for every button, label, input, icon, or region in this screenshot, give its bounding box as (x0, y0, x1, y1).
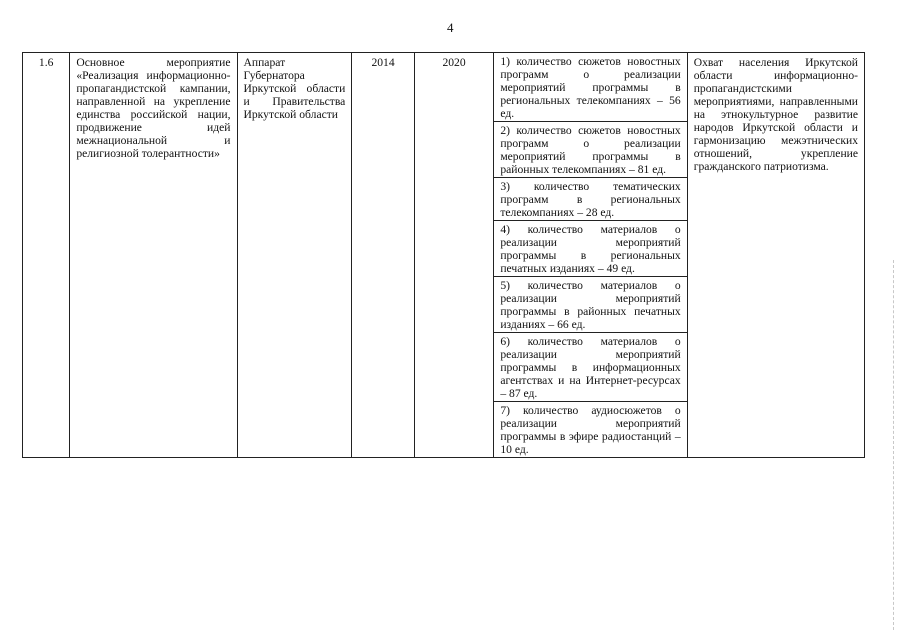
table-row (23, 53, 865, 458)
indicator-item: 6) количество материалов о реализации мероприятий программы в информационных агентствах и на Интернет-ресурсах – 87 ед. (494, 333, 686, 402)
indicator-item: 5) количество материалов о реализации мероприятий программы в районных печатных изданиях – 66 ед. (494, 277, 686, 333)
program-table (22, 52, 865, 458)
row-number: 1.6 (23, 53, 70, 458)
page-number: 4 (447, 20, 454, 35)
indicator-item: 3) количество тематических программ в региональных телекомпаниях – 28 ед. (494, 178, 686, 221)
indicators-cell (494, 53, 687, 458)
activity-name: Основное мероприятие «Реализация информационно-пропагандистской кампании, направленной на укрепление единства российской нации, продвижение идей межнациональной и религиозной толерантности» (70, 53, 237, 458)
indicator-item: 7) количество аудиосюжетов о реализации мероприятий программы в эфире радиостанций – 10 ед. (500, 404, 681, 456)
end-year: 2020 (414, 53, 494, 458)
indicator-item: 4) количество материалов о реализации мероприятий программы в региональных печатных изданиях – 49 ед. (494, 221, 686, 277)
indicator-item: 2) количество сюжетов новостных программ о реализации мероприятий программы в районных телекомпаниях – 81 ед. (494, 122, 686, 178)
expected-result: Охват населения Иркутской области информационно-пропагандистскими мероприятиями, направленными на этнокультурное развитие народов Иркутской области и гармонизацию межэтнических отношений, укрепление гражданского патриотизма. (687, 53, 864, 458)
scan-edge-line (893, 260, 895, 630)
indicator-item: 1) количество сюжетов новостных программ о реализации мероприятий программы в региональных телекомпаниях – 56 ед. (494, 53, 686, 122)
start-year: 2014 (352, 53, 414, 458)
executor: Аппарат Губернатора Иркутской области и Правительства Иркутской области (237, 53, 352, 458)
